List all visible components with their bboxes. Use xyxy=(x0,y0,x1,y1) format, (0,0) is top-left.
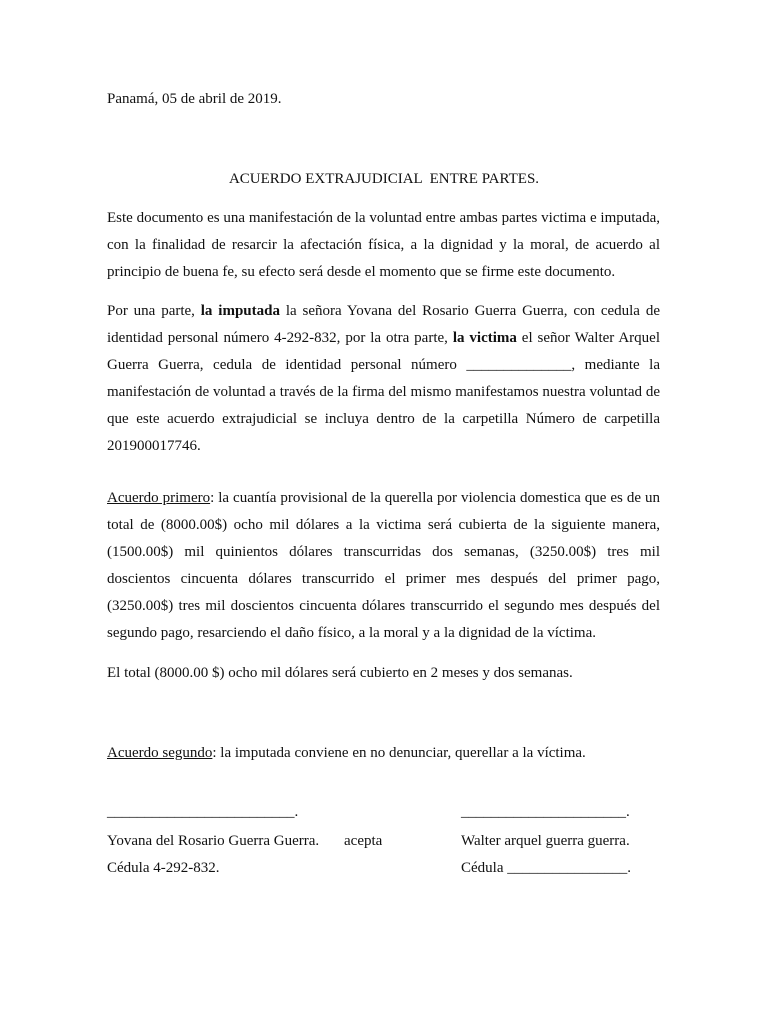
parties-text-3: el señor Walter Arquel Guerra Guerra, cedula de identidad personal número ______________, mediante la manifestación de voluntad a través de la firma del mismo manifestamos nuestra voluntad de que este acuerdo extrajudicial se incluya dentro de la carpetilla Número de carpetilla 201900017746. xyxy=(107,330,660,454)
right-signer-id: Cédula ________________. xyxy=(461,860,631,876)
second-agreement-text: : la imputada conviene en no denunciar, querellar a la víctima. xyxy=(212,745,586,761)
imputada-label: la imputada xyxy=(200,303,280,319)
parties-paragraph xyxy=(107,298,660,460)
total-paragraph: El total (8000.00 $) ocho mil dólares será cubierto en 2 meses y dos semanas. xyxy=(107,665,573,681)
left-signer-id: Cédula 4-292-832. xyxy=(107,860,220,876)
intro-paragraph: Este documento es una manifestación de la voluntad entre ambas partes victima e imputada, con la finalidad de resarcir la afectación física, a la dignidad y la moral, de acuerdo al principio de buena fe, su efecto será desde el momento que se firme este documento. xyxy=(107,210,660,280)
first-agreement-paragraph xyxy=(107,485,660,647)
second-agreement-label: Acuerdo segundo xyxy=(107,745,213,761)
second-agreement-paragraph xyxy=(107,740,660,767)
left-signature-line: _________________________. xyxy=(107,804,299,820)
document-date: Panamá, 05 de abril de 2019. xyxy=(107,91,282,107)
acepta-word: acepta xyxy=(344,833,383,849)
document-title: ACUERDO EXTRAJUDICIAL ENTRE PARTES. xyxy=(228,171,540,187)
parties-text-1: Por una parte, xyxy=(107,303,201,319)
left-signer-name: Yovana del Rosario Guerra Guerra. xyxy=(107,833,320,849)
right-signature-line: ______________________. xyxy=(461,804,630,820)
right-signer-name: Walter arquel guerra guerra. xyxy=(461,833,630,849)
parties-text-2: la señora Yovana del Rosario Guerra Guerra, con cedula de identidad personal número 4-292-832, por la otra parte, xyxy=(107,303,660,346)
first-agreement-text: : la cuantía provisional de la querella por violencia domestica que es de un total de (8000.00$) ocho mil dólares a la victima será cubierta de la siguiente manera, (1500.00$) mil quinientos dólares transcurridas dos semanas, (3250.00$) tres mil doscientos cincuenta dólares transcurrido el primer mes después del primer pago, (3250.00$) tres mil doscientos cincuenta dólares transcurrido el segundo mes después del segundo pago, resarciendo el daño físico, a la moral y a la dignidad de la víctima. xyxy=(107,490,660,641)
victima-label: la victima xyxy=(452,330,517,346)
first-agreement-label: Acuerdo primero xyxy=(107,490,211,506)
